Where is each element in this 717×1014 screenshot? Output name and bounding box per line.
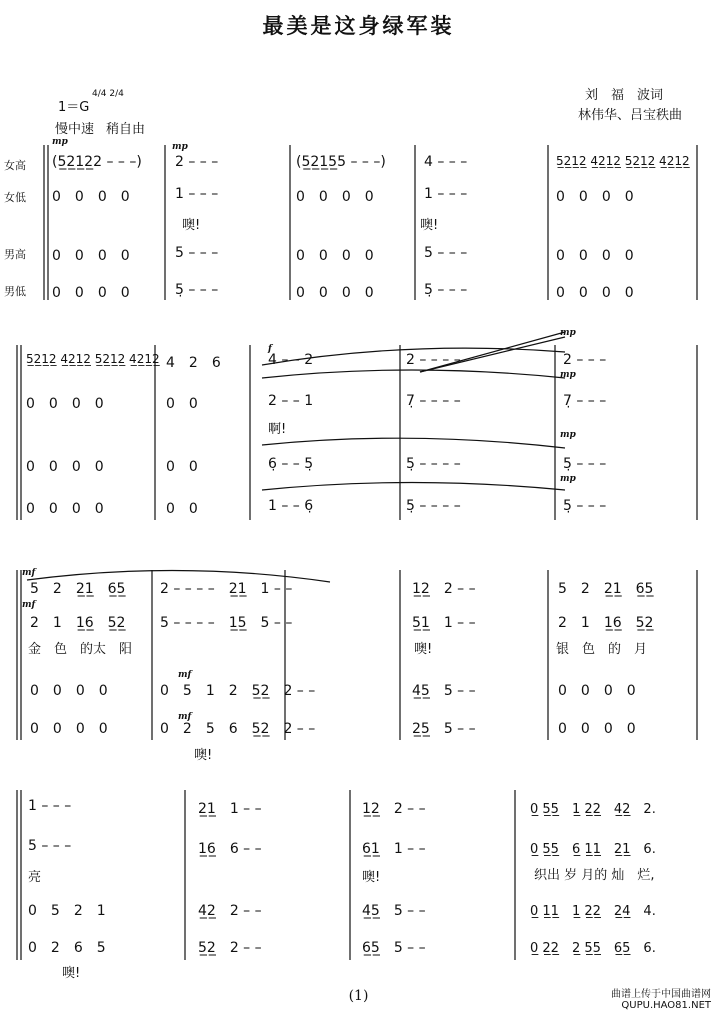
voice-label-alto: 女低 (4, 191, 26, 204)
dynamic-mf: mf (22, 600, 36, 610)
measure: 6̣ – – 5̣ (268, 456, 314, 472)
page-number: (1) (348, 988, 369, 1004)
lyric: 金 色 的太 阳 (28, 642, 133, 657)
measure: 1 – – – (175, 186, 219, 202)
measure: 5̲2̲1̲2̲ 4̲2̲1̲2̲ 5̲2̲1̲2̲ 4̲2̲1̲2̲ (556, 154, 690, 168)
lyric: 银 色 的 月 (556, 642, 648, 657)
measure: 0 0 0 0 (52, 285, 130, 301)
tempo-note: 稍自由 (106, 122, 146, 137)
measure: 0 0 (166, 459, 198, 475)
measure: 0 0 0 0 (558, 721, 636, 737)
lyric: 噢! (362, 870, 381, 885)
measure: 4̲5̲ 5 – – (412, 683, 476, 699)
measure: 6̲1̲ 1 – – (362, 841, 426, 857)
measure: 5̣ – – – (175, 282, 219, 298)
measure: 1 – – – (28, 798, 72, 814)
measure: 7̣ – – – – (406, 393, 461, 409)
measure: 0 0 0 0 (556, 285, 634, 301)
measure: 0 0 0 0 (52, 248, 130, 264)
measure: 2 – – – – 2̲1̲ 1 – – (160, 581, 293, 597)
watermark (611, 989, 711, 1011)
measure: 0 0 (166, 396, 198, 412)
watermark-line: QUPU.HAO81.NET (621, 1000, 711, 1011)
measure: 0 0 0 0 (30, 721, 108, 737)
score-title: 最美是这身绿军装 (262, 13, 455, 38)
measure: 5 – – – (175, 245, 219, 261)
measure: 0 0 0 0 (556, 248, 634, 264)
dynamic-mp: mp (560, 430, 576, 440)
measure: (5̲2̲1̲5̲5 – – –) (296, 154, 386, 170)
measure: 2 – – 1 (268, 393, 314, 409)
measure: 2 1 1̲6̲ 5̲2̲ (558, 615, 654, 631)
measure: 0̲ 5̲5̲ 6̲ 1̲1̲ 2̲1̲ 6. (530, 842, 656, 857)
measure: 0 0 0 0 (296, 285, 374, 301)
voice-label-tenor: 男高 (4, 248, 26, 261)
measure: 1̲2̲ 2 – – (362, 801, 426, 817)
measure: 6̲5̲ 5 – – (362, 940, 426, 956)
measure: 0 2 6 5 (28, 940, 106, 956)
measure: 2 – – – (175, 154, 219, 170)
measure: 2 1 1̲6̲ 5̲2̲ (30, 615, 126, 631)
measure: 1̲2̲ 2 – – (412, 581, 476, 597)
dynamic-mp: mp (172, 142, 188, 152)
measure: 5̣ – – – – (406, 498, 461, 514)
lyric: 噢! (62, 966, 81, 981)
measure: 4 2 6 (166, 355, 221, 371)
measure: 5 2 2̲1̲ 6̲5̲ (558, 581, 654, 597)
measure: 4̲5̲ 5 – – (362, 903, 426, 919)
measure: 0̲ 2̲2̲ 2̲ 5̲5̲ 6̲5̲ 6. (530, 941, 656, 956)
measure: 0 5 1 2 5̲2̲ 2 – – (160, 683, 316, 699)
measure: 5̲2̲ 2 – – (198, 940, 262, 956)
dynamic-mp: mp (52, 137, 68, 147)
voice-label-bass: 男低 (4, 285, 26, 298)
lyric: 噢! (420, 218, 439, 233)
key-signature: 1＝G (58, 100, 90, 115)
measure: 7̣ – – – (563, 393, 607, 409)
measure: 0 0 0 0 (26, 396, 104, 412)
composer-credit: 林伟华、吕宝秩曲 (578, 108, 683, 123)
measure: 5 – – – – 1̲5̲ 5 – – (160, 615, 293, 631)
measure: 5̣ – – – (424, 282, 468, 298)
dynamic-f: f (268, 344, 272, 354)
lyric: 噢! (194, 748, 213, 763)
dynamic-mp: mp (560, 328, 576, 338)
measure: 2 – – – – (406, 352, 461, 368)
measure: 0 5 2 1 (28, 903, 106, 919)
lyric: 噢! (414, 642, 433, 657)
lyric: 亮 (28, 870, 42, 885)
dynamic-mf: mf (178, 670, 192, 680)
measure: 5̲1̲ 1 – – (412, 615, 476, 631)
tempo-marking: 慢中速 (55, 122, 95, 137)
lyric: 织出 岁 月的 灿 烂, (534, 868, 655, 883)
measure: 0 0 0 0 (52, 189, 130, 205)
measure: 1̲6̲ 6 – – (198, 841, 262, 857)
measure: (5̲2̲1̲2̲2 – – –) (52, 154, 142, 170)
measure: 4 – – 2 (268, 352, 314, 368)
dynamic-mp: mp (560, 370, 576, 380)
measure: 5̣ – – – (563, 456, 607, 472)
measure: 2̲1̲ 1 – – (198, 801, 262, 817)
measure: 0̲ 1̲1̲ 1̲ 2̲2̲ 2̲4̲ 4. (530, 904, 656, 919)
measure: 0 0 0 0 (30, 683, 108, 699)
measure: 0 2 5 6 5̲2̲ 2 – – (160, 721, 316, 737)
watermark-line: 曲谱上传于中国曲谱网 (611, 989, 711, 1000)
measure: 5 – – – (424, 245, 468, 261)
lyric: 噢! (182, 218, 201, 233)
measure: 5̣ – – – (563, 498, 607, 514)
measure: 0 0 0 0 (558, 683, 636, 699)
measure: 5 2 2̲1̲ 6̲5̲ (30, 581, 126, 597)
measure: 2 – – – (563, 352, 607, 368)
measure: 2̲5̲ 5 – – (412, 721, 476, 737)
measure: 0̲ 5̲5̲ 1̲ 2̲2̲ 4̲2̲ 2. (530, 802, 656, 817)
measure: 0 0 0 0 (296, 189, 374, 205)
measure: 0 0 (166, 501, 198, 517)
meter: 4/4 2/4 (92, 89, 124, 99)
measure: 5 – – – (28, 838, 72, 854)
measure: 1 – – – (424, 186, 468, 202)
lyric: 啊! (268, 422, 287, 437)
lyricist-credit: 刘 福 波词 (585, 88, 664, 103)
dynamic-mf: mf (178, 712, 192, 722)
dynamic-mp: mp (560, 474, 576, 484)
measure: 0 0 0 0 (26, 501, 104, 517)
measure: 0 0 0 0 (556, 189, 634, 205)
measure: 4̲2̲ 2 – – (198, 903, 262, 919)
measure: 5̲2̲1̲2̲ 4̲2̲1̲2̲ 5̲2̲1̲2̲ 4̲2̲1̲2̲ (26, 352, 160, 366)
measure: 4 – – – (424, 154, 468, 170)
voice-label-soprano: 女高 (4, 159, 26, 172)
measure: 1 – – 6̣ (268, 498, 314, 514)
measure: 5̣ – – – – (406, 456, 461, 472)
dynamic-mf: mf (22, 568, 36, 578)
measure: 0 0 0 0 (296, 248, 374, 264)
measure: 0 0 0 0 (26, 459, 104, 475)
